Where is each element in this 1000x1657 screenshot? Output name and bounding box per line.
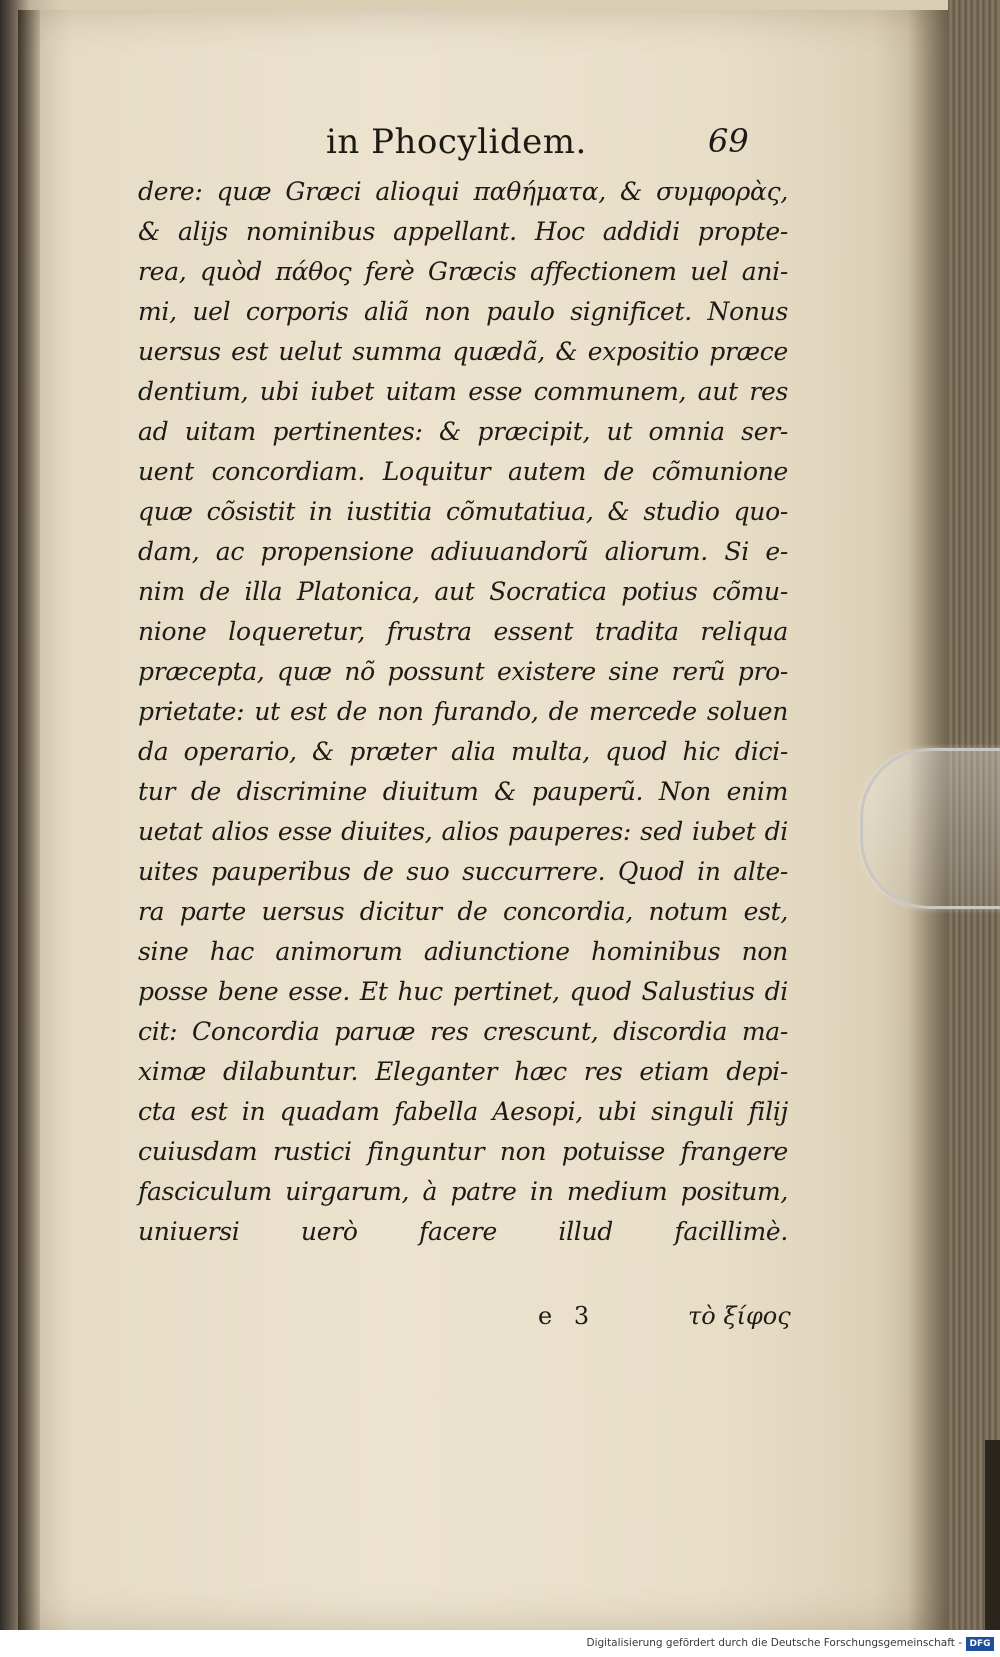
text-line: cuiusdam rustici finguntur non potuisse frangere — [138, 1137, 788, 1166]
binding-gutter — [18, 10, 40, 1630]
book-cover-edge — [985, 1440, 1000, 1630]
catchword: τὸ ξίφος — [688, 1302, 791, 1330]
text-line: præcepta, quæ nõ possunt existere sine rerũ pro- — [138, 657, 788, 686]
text-line: cit: Concordia paruæ res crescunt, discordia ma- — [138, 1017, 788, 1046]
text-line: uetat alios esse diuites, alios pauperes: sed iubet di — [138, 817, 788, 846]
text-line: dere: quæ Græci alioqui παθήματα, & συμφορὰς, — [138, 177, 788, 206]
text-line: ra parte uersus dicitur de concordia, notum est, — [138, 897, 788, 926]
body-text — [138, 172, 788, 1252]
text-line: prietate: ut est de non furando, de mercede soluen — [138, 697, 788, 726]
signature-mark: e 3 — [538, 1302, 590, 1330]
text-line: quæ cõsistit in iustitia cõmutatiua, & studio quo- — [138, 497, 788, 526]
text-line: & alijs nominibus appellant. Hoc addidi propte- — [138, 217, 788, 246]
text-line: tur de discrimine diuitum & pauperũ. Non enim — [138, 777, 788, 806]
text-line: uersus est uelut summa quædã, & expositio præce — [138, 337, 788, 366]
text-line: dam, ac propensione adiuuandorũ aliorum. Si e- — [138, 537, 788, 566]
digitization-credit: Digitalisierung gefördert durch die Deutsche Forschungsgemeinschaft - — [586, 1637, 962, 1649]
text-line: nim de illa Platonica, aut Socratica potius cõmu- — [138, 577, 788, 606]
text-line: uites pauperibus de suo succurrere. Quod in alte- — [138, 857, 788, 886]
text-line: dentium, ubi iubet uitam esse communem, aut res — [138, 377, 788, 406]
text-line: mi, uel corporis aliã non paulo significet. Nonus — [138, 297, 788, 326]
text-line: ximæ dilabuntur. Eleganter hæc res etiam depi- — [138, 1057, 788, 1086]
text-line: ad uitam pertinentes: & præcipit, ut omnia ser- — [138, 417, 788, 446]
text-line: posse bene esse. Et huc pertinet, quod Salustius di — [138, 977, 788, 1006]
text-line: rea, quòd πάθος ferè Græcis affectionem uel ani- — [138, 257, 788, 286]
running-head: in Phocylidem. — [326, 122, 587, 162]
text-line: cta est in quadam fabella Aesopi, ubi singuli filij — [138, 1097, 788, 1126]
page-number: 69 — [708, 122, 749, 160]
text-line: sine hac animorum adiunctione hominibus non — [138, 937, 788, 966]
text-line: fasciculum uirgarum, à patre in medium positum, — [138, 1177, 788, 1206]
page-footer — [18, 1302, 948, 1342]
text-line: uent concordiam. Loquitur autem de cõmunione — [138, 457, 788, 486]
text-line: nione loqueretur, frustra essent tradita reliqua — [138, 617, 788, 646]
text-line: uniuersi uerò facere illud facillimè. — [138, 1217, 788, 1246]
page-clip — [860, 748, 1000, 909]
page-header — [18, 122, 948, 172]
text-line: da operario, & præter alia multa, quod hic dici- — [138, 737, 788, 766]
dfg-logo-icon: DFG — [966, 1637, 994, 1651]
credit-bar — [0, 1630, 1000, 1657]
book-page — [18, 10, 948, 1630]
